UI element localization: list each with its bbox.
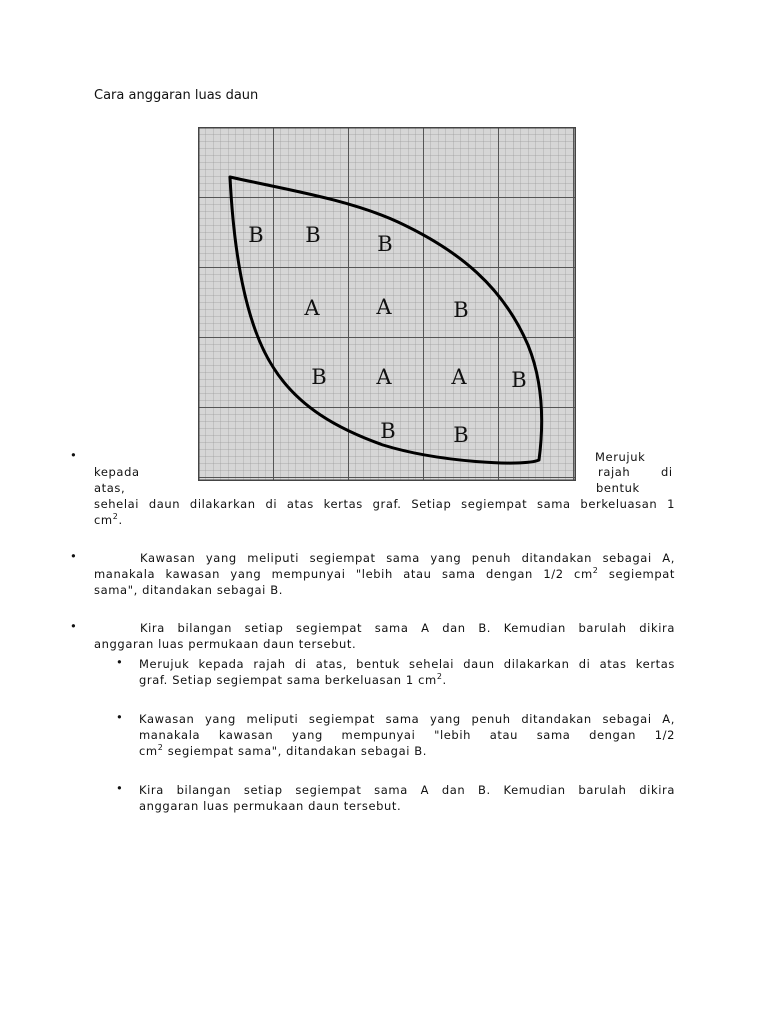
superscript: 2 bbox=[436, 672, 443, 682]
square-label: A bbox=[376, 295, 392, 319]
sub-paragraph-line: Kawasan yang meliputi segiempat sama yang penuh ditandakan sebagai A, bbox=[139, 712, 675, 726]
square-label: B bbox=[511, 368, 527, 392]
paragraph-text: segiempat sama", ditandakan sebagai B. bbox=[163, 744, 428, 758]
square-label: A bbox=[451, 365, 467, 389]
square-label: B bbox=[453, 298, 469, 322]
intro-line-end bbox=[94, 512, 123, 528]
bullet-icon: • bbox=[70, 619, 77, 633]
square-label: B bbox=[453, 423, 469, 447]
intro-word: Merujuk bbox=[595, 450, 646, 464]
period-text: . bbox=[118, 513, 123, 527]
intro-line: sehelai daun dilakarkan di atas kertas graf. Setiap segiempat sama berkeluasan 1 bbox=[94, 497, 675, 511]
paragraph-text: manakala kawasan yang mempunyai "lebih atau sama dengan 1/2 cm bbox=[94, 567, 593, 581]
intro-word: di bbox=[661, 465, 673, 479]
sub-paragraph-line: Kira bilangan setiap segiempat sama A dan B. Kemudian barulah dikira bbox=[139, 783, 675, 797]
paragraph-line: sama", ditandakan sebagai B. bbox=[94, 583, 283, 597]
sub-paragraph-line bbox=[139, 743, 427, 759]
bullet-icon: • bbox=[70, 448, 77, 462]
square-label: B bbox=[305, 223, 321, 247]
leaf-graph-figure bbox=[198, 127, 576, 481]
square-label: B bbox=[248, 223, 264, 247]
square-label: B bbox=[311, 365, 327, 389]
sub-paragraph-line bbox=[139, 672, 447, 688]
sub-bullet-icon: • bbox=[116, 781, 123, 795]
intro-word: atas, bbox=[94, 481, 126, 495]
intro-word: kepada bbox=[94, 465, 140, 479]
unit-text: cm bbox=[94, 513, 113, 527]
intro-word: bentuk bbox=[596, 481, 640, 495]
superscript: 2 bbox=[592, 566, 599, 576]
bullet-icon: • bbox=[70, 549, 77, 563]
square-label: B bbox=[380, 419, 396, 443]
sub-bullet-icon: • bbox=[116, 655, 123, 669]
superscript: 2 bbox=[157, 743, 164, 753]
square-label: B bbox=[377, 232, 393, 256]
square-label: A bbox=[376, 365, 392, 389]
square-label: A bbox=[304, 296, 320, 320]
sub-paragraph-line: anggaran luas permukaan daun tersebut. bbox=[139, 799, 402, 813]
intro-word: rajah bbox=[598, 465, 631, 479]
paragraph-line bbox=[94, 550, 675, 566]
paragraph-text: Kawasan yang meliputi segiempat sama yang penuh ditandakan sebagai A, bbox=[140, 551, 675, 565]
sub-paragraph-line: manakala kawasan yang mempunyai "lebih atau sama dengan 1/2 bbox=[139, 728, 675, 742]
sub-bullet-icon: • bbox=[116, 710, 123, 724]
paragraph-text: segiempat bbox=[598, 567, 675, 581]
paragraph-line: anggaran luas permukaan daun tersebut. bbox=[94, 637, 357, 651]
unit-text: cm bbox=[139, 744, 158, 758]
paragraph-text: . bbox=[442, 673, 447, 687]
paragraph-text: graf. Setiap segiempat sama berkeluasan 1 cm bbox=[139, 673, 437, 687]
sub-paragraph-line: Merujuk kepada rajah di atas, bentuk sehelai daun dilakarkan di atas kertas bbox=[139, 657, 675, 671]
paragraph-text: Kira bilangan setiap segiempat sama A dan B. Kemudian barulah dikira bbox=[140, 621, 675, 635]
paragraph-line bbox=[94, 566, 675, 582]
superscript: 2 bbox=[112, 512, 119, 522]
page-title: Cara anggaran luas daun bbox=[94, 88, 259, 103]
paragraph-line bbox=[94, 620, 675, 636]
